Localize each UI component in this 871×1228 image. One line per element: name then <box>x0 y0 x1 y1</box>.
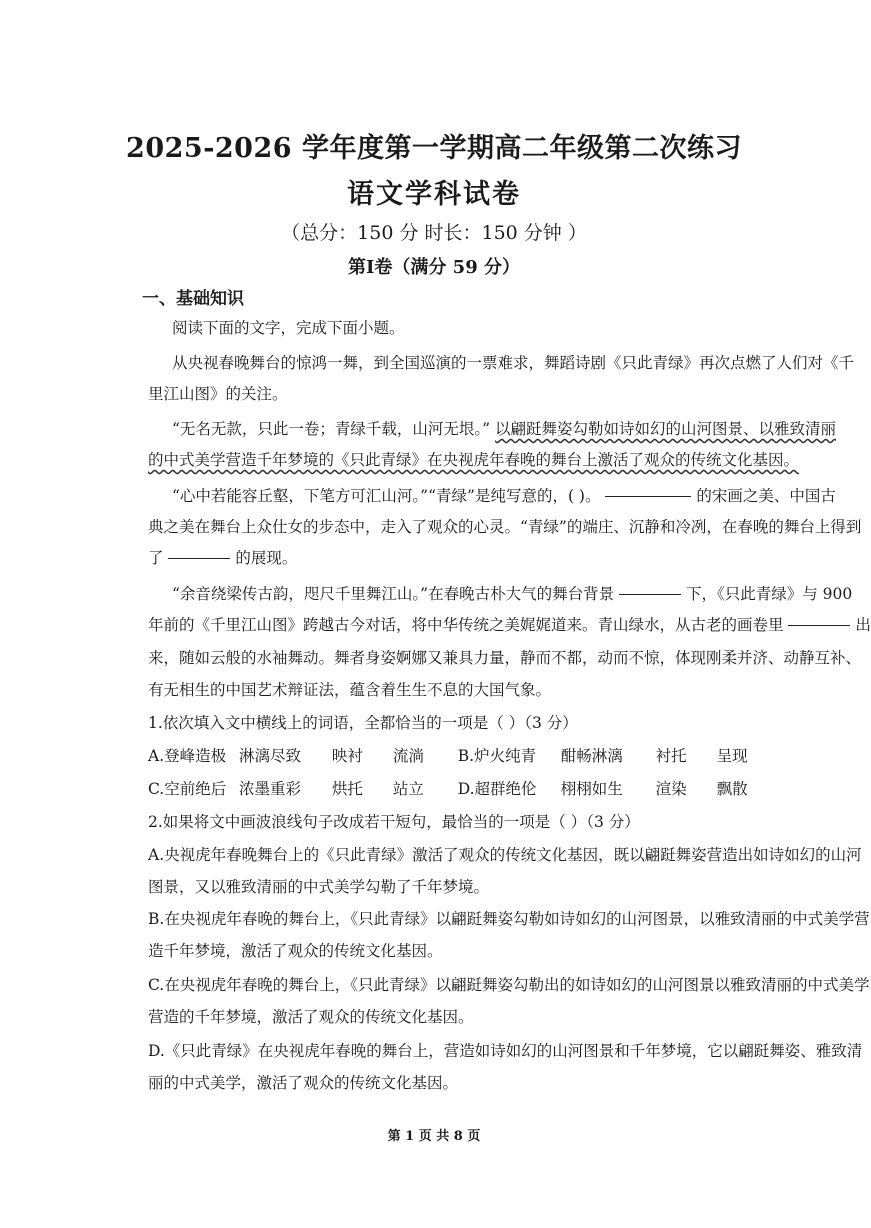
option-D-word: 栩栩如生 <box>560 780 623 798</box>
passage-line: 典之美在舞台上众仕女的步态中，走入了观众的心灵。“青绿”的端庄、沉静和冷冽，在春晚的舞台上得到 <box>148 518 862 536</box>
option-C-word: 浓墨重彩 <box>238 780 301 798</box>
option-A-word: 流淌 <box>392 747 424 765</box>
passage-line: 里江山图》的关注。 <box>148 385 288 403</box>
page-number: 第 1 页 共 8 页 <box>387 1129 481 1144</box>
passage-line: 来，随如云般的水袖舞动。舞者身姿婀娜又兼具力量，静而不都，动而不惊，体现刚柔并济、动静互补、 <box>148 649 862 667</box>
score-info: （总分：150 分 时长：150 分钟 ） <box>281 222 587 244</box>
wavy-sentence: 的中式美学营造千年梦境的《只此青绿》在央视虎年春晚的舞台上激活了观众的传统文化基因。 <box>148 451 800 469</box>
passage-text: “心中若能容丘壑，下笔方可汇山河。”“青绿”是纯写意的，( )。 <box>172 487 601 505</box>
option-B[interactable]: B.炉火纯青 <box>457 747 537 765</box>
passage-line <box>148 614 871 636</box>
option-B-continued: 造千年梦境，激活了观众的传统文化基因。 <box>148 942 443 960</box>
passage-line <box>148 449 799 471</box>
option-C-continued: 营造的千年梦境，激活了观众的传统文化基因。 <box>148 1008 474 1026</box>
option-D[interactable]: D.《只此青绿》在央视虎年春晚的舞台上，营造如诗如幻的山河图景和千年梦境，它以翩跹舞姿、雅致清 <box>148 1042 863 1060</box>
option-D-continued: 丽的中式美学，激活了观众的传统文化基因。 <box>148 1074 459 1092</box>
option-A-word: 映衬 <box>331 747 363 765</box>
passage-text: 出 <box>855 616 871 634</box>
quote-text: “无名无款，只此一卷；青绿千载，山河无垠。” <box>172 420 491 438</box>
question-1-options-row <box>148 744 773 766</box>
option-C[interactable]: C.在央视虎年春晚的舞台上，《只此青绿》以翩跹舞姿勾勒出的如诗如幻的山河图景以雅致清丽的中式美学 <box>148 976 870 994</box>
option-B-word: 衬托 <box>655 747 687 765</box>
question-1-options-row <box>148 777 773 799</box>
option-C-word: 烘托 <box>331 780 363 798</box>
passage-text: 的展现。 <box>235 549 298 567</box>
option-B[interactable]: B.在央视虎年春晚的舞台上，《只此青绿》以翩跹舞姿勾勒如诗如幻的山河图景，以雅致清丽的中式美学营 <box>148 910 870 928</box>
option-A-continued: 图景，又以雅致清丽的中式美学勾勒了千年梦境。 <box>148 878 490 896</box>
passage-line: 从央视春晚舞台的惊鸿一舞，到全国巡演的一票难求，舞蹈诗剧《只此青绿》再次点燃了人们对《千 <box>172 354 855 372</box>
option-A[interactable]: A.央视虎年春晚舞台上的《只此青绿》激活了观众的传统文化基因，既以翩跹舞姿营造出如诗如幻的山河 <box>148 846 862 864</box>
option-D-word: 渲染 <box>655 780 687 798</box>
volume-heading: 第Ⅰ卷（满分 59 分） <box>347 257 520 278</box>
fill-blank <box>605 496 691 497</box>
passage-text: “余音绕梁传古韵，咫尺千里舞江山。”在春晚古朴大气的舞台背景 <box>172 585 615 603</box>
option-A[interactable]: A.登峰造极 <box>148 747 227 765</box>
option-B-word: 呈现 <box>716 747 748 765</box>
passage-text: 年前的《千里江山图》跨越古今对话，将中华传统之美娓娓道来。青山绿水，从古老的画卷里 <box>148 616 784 634</box>
option-D[interactable]: D.超群绝伦 <box>457 780 537 798</box>
section-heading: 一、基础知识 <box>142 289 244 309</box>
passage-line <box>172 485 836 507</box>
question-1-stem: 1.依次填入文中横线上的词语，全都恰当的一项是（ ）（3 分） <box>148 714 578 732</box>
fill-blank <box>168 558 230 559</box>
passage-text: 下，《只此青绿》与 900 <box>685 585 853 603</box>
option-D-word: 飘散 <box>716 780 748 798</box>
subject-title: 语文学科试卷 <box>347 179 521 210</box>
passage-line <box>172 418 836 440</box>
option-A-word: 淋漓尽致 <box>238 747 301 765</box>
passage-line <box>172 583 852 605</box>
wavy-sentence: 以翩跹舞姿勾勒如诗如幻的山河图景、以雅致清丽 <box>495 420 837 438</box>
fill-blank <box>788 625 850 626</box>
instruction: 阅读下面的文字，完成下面小题。 <box>172 319 405 337</box>
exam-title: 2025-2026 学年度第一学期高二年级第二次练习 <box>126 133 742 164</box>
question-2-stem: 2.如果将文中画波浪线句子改成若干短句，最恰当的一项是（ ）（3 分） <box>148 813 640 831</box>
passage-line: 有无相生的中国艺术辩证法，蕴含着生生不息的大国气象。 <box>148 681 552 699</box>
fill-blank <box>619 594 681 595</box>
passage-text: 的宋画之美、中国古 <box>696 487 836 505</box>
option-C-word: 站立 <box>392 780 424 798</box>
option-C[interactable]: C.空前绝后 <box>148 780 227 798</box>
passage-text: 了 <box>148 549 164 567</box>
passage-line <box>148 547 297 569</box>
option-B-word: 酣畅淋漓 <box>560 747 623 765</box>
